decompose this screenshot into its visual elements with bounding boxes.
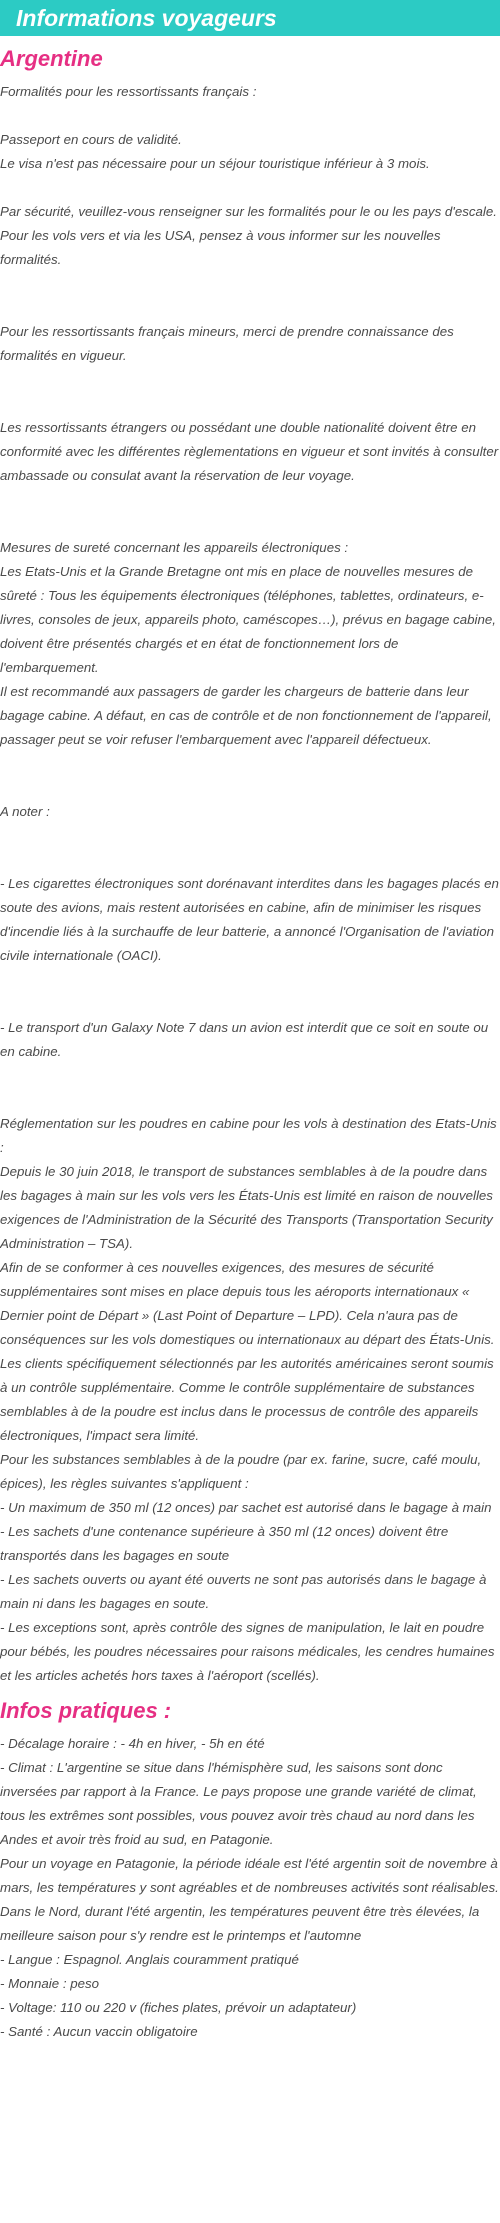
text-paragraph: Formalités pour les ressortissants français : [0, 84, 257, 99]
text-paragraph: Il est recommandé aux passagers de garder les chargeurs de batterie dans leur bagage cabine. A défaut, en cas de contrôle et de non fonctionnement de l'appareil, passager peut se voir refuser l'embarquement avec l'appareil défectueux. [0, 684, 492, 747]
text-paragraph: Le visa n'est pas nécessaire pour un séjour touristique inférieur à 3 mois. [0, 156, 430, 171]
text-paragraph: Mesures de sureté concernant les appareils électroniques : [0, 540, 349, 555]
text-paragraph: Depuis le 30 juin 2018, le transport de substances semblables à de la poudre dans les bagages à main sur les vols vers les États-Unis est limité en raison de nouvelles exigences de l'Administration de la Sécurité des Transports (Transportation Security Administration – TSA). [0, 1164, 493, 1251]
text-paragraph: Les ressortissants étrangers ou possédant une double nationalité doivent être en conformité avec les différentes règlementations en vigueur et sont invités à consulter ambassade ou consulat avant la réservation de leur voyage. [0, 420, 499, 483]
text-paragraph: A noter : [0, 804, 50, 819]
page-title: Informations voyageurs [16, 4, 277, 31]
main-content [0, 36, 500, 2052]
text-paragraph: Pour un voyage en Patagonie, la période idéale est l'été argentin soit de novembre à mars, les températures y sont agréables et de nombreuses activités sont réalisables. [0, 1856, 499, 1895]
text-paragraph: Afin de se conformer à ces nouvelles exigences, des mesures de sécurité supplémentaires sont mises en place depuis tous les aéroports internationaux « Dernier point de Départ » (Last Point of Departure – LPD). Cela n'aura pas de conséquences sur les vols domestiques ou internationaux au départ des États-Unis. [0, 1260, 495, 1347]
text-paragraph: Passeport en cours de validité. [0, 132, 182, 147]
text-paragraph: - Santé : Aucun vaccin obligatoire [0, 2024, 198, 2039]
text-paragraph: - Voltage: 110 ou 220 v (fiches plates, prévoir un adaptateur) [0, 2000, 357, 2015]
text-paragraph: Par sécurité, veuillez-vous renseigner sur les formalités pour le ou les pays d'escale. [0, 204, 497, 219]
text-paragraph: Les Etats-Unis et la Grande Bretagne ont mis en place de nouvelles mesures de sûreté : Tous les équipements électroniques (téléphones, tablettes, ordinateurs, e-livres, consoles de jeux, appareils photo, caméscopes…), prévus en bagage cabine, doivent être présentés chargés et en état de fonctionnement lors de l'embarquement. [0, 564, 496, 675]
header-banner [0, 0, 500, 36]
text-paragraph: Pour les substances semblables à de la poudre (par ex. farine, sucre, café moulu, épices), les règles suivantes s'appliquent : [0, 1452, 482, 1491]
text-paragraph: - Les cigarettes électroniques sont dorénavant interdites dans les bagages placés en soute des avions, mais restent autorisées en cabine, afin de minimiser les risques d'incendie liés à la surchauffe de leur batterie, a annoncé l'Organisation de l'aviation civile internationale (OACI). [0, 876, 499, 963]
text-paragraph: Pour les ressortissants français mineurs, merci de prendre connaissance des formalités en vigueur. [0, 324, 454, 363]
text-paragraph: Réglementation sur les poudres en cabine pour les vols à destination des Etats-Unis : [0, 1116, 497, 1155]
text-paragraph: - Le transport d'un Galaxy Note 7 dans un avion est interdit que ce soit en soute ou en cabine. [0, 1020, 489, 1059]
text-paragraph: - Monnaie : peso [0, 1976, 100, 1991]
text-paragraph: - Décalage horaire : - 4h en hiver, - 5h en été [0, 1736, 265, 1751]
text-paragraph: Les clients spécifiquement sélectionnés par les autorités américaines seront soumis à un contrôle supplémentaire. Comme le contrôle supplémentaire de substances semblables à de la poudre est inclus dans le processus de contrôle des appareils électroniques, l'impact sera limité. [0, 1356, 494, 1443]
text-paragraph: Pour les vols vers et via les USA, pensez à vous informer sur les nouvelles formalités. [0, 228, 441, 267]
text-paragraph: - Un maximum de 350 ml (12 onces) par sachet est autorisé dans le bagage à main [0, 1500, 492, 1515]
text-paragraph: - Langue : Espagnol. Anglais couramment pratiqué [0, 1952, 299, 1967]
text-paragraph: Dans le Nord, durant l'été argentin, les températures peuvent être très élevées, la meilleure saison pour s'y rendre est le printemps et l'automne [0, 1904, 480, 1943]
text-paragraph: - Les sachets ouverts ou ayant été ouverts ne sont pas autorisés dans le bagage à main ni dans les bagages en soute. [0, 1572, 487, 1611]
text-paragraph: - Climat : L'argentine se situe dans l'hémisphère sud, les saisons sont donc inversées par rapport à la France. Le pays propose une grande variété de climat, tous les extrêmes sont possibles, vous pouvez avoir très chaud au nord dans les Andes et avoir très froid au sud, en Patagonie. [0, 1760, 477, 1847]
text-paragraph: - Les exceptions sont, après contrôle des signes de manipulation, le lait en poudre pour bébés, les poudres nécessaires pour raisons médicales, les cendres humaines et les articles achetés hors taxes à l'aéroport (scellés). [0, 1620, 495, 1683]
text-paragraph: - Les sachets d'une contenance supérieure à 350 ml (12 onces) doivent être transportés dans les bagages en soute [0, 1524, 449, 1563]
country-heading: Argentine [0, 46, 103, 71]
practical-info-heading: Infos pratiques : [0, 1698, 172, 1723]
